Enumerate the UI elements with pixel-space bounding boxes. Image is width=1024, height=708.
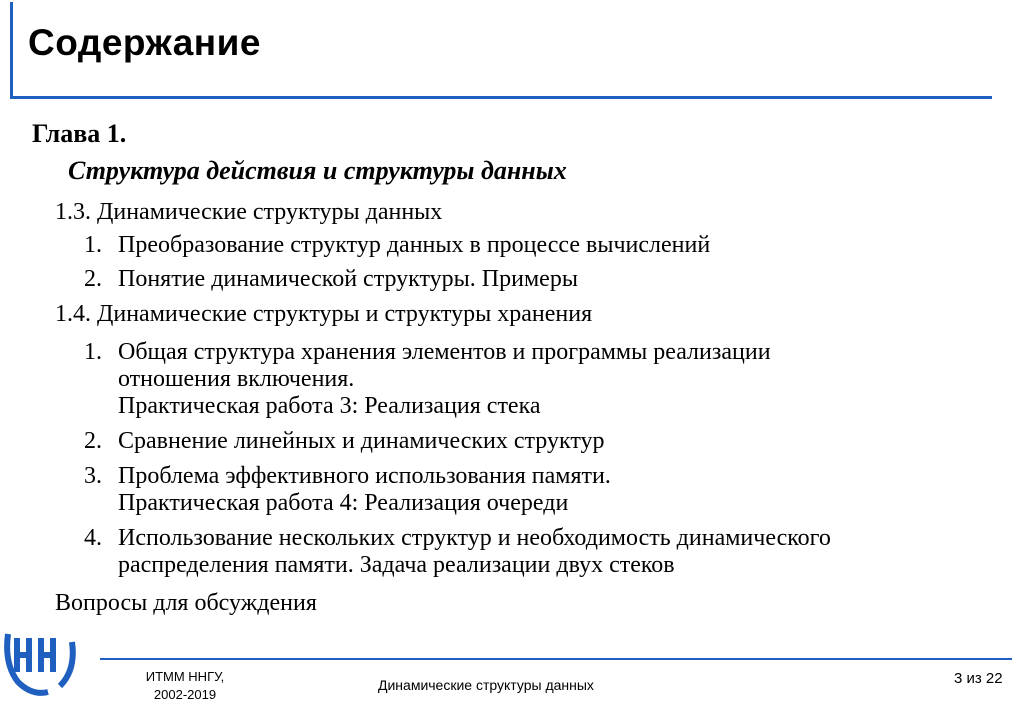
list-item (84, 462, 611, 490)
list-item-practical-work: Практическая работа 3: Реализация стека (118, 393, 541, 419)
list-item-text: Общая структура хранения элементов и программы реализации (118, 339, 771, 365)
page-number: 3 из 22 (954, 670, 1003, 687)
footer-course-title: Динамические структуры данных (378, 677, 594, 693)
list-item-number: 2. (84, 428, 102, 454)
list-item (84, 427, 605, 455)
chapter-heading: Глава 1. (32, 119, 127, 148)
list-item-practical-work: Практическая работа 4: Реализация очереди (118, 490, 569, 516)
section-1-4-heading: 1.4. Динамические структуры и структуры хранения (55, 301, 593, 327)
list-item-text: Понятие динамической структуры. Примеры (118, 266, 578, 292)
section-1-3-heading: 1.3. Динамические структуры данных (55, 199, 443, 225)
list-item-text: Использование нескольких структур и необходимость динамического (118, 525, 831, 551)
slide-title: Содержание (28, 22, 261, 63)
title-underline (10, 96, 992, 99)
list-item-continuation: распределения памяти. Задача реализации двух стеков (118, 552, 675, 578)
list-item-text: Проблема эффективного использования памяти. (118, 463, 611, 489)
list-item-number: 2. (84, 266, 102, 292)
list-item (84, 265, 578, 293)
footer-divider (100, 658, 1012, 660)
unn-logo-icon (2, 624, 76, 698)
list-item (84, 524, 831, 552)
footer-organization-name: ИТММ ННГУ, (145, 669, 225, 684)
list-item (84, 231, 710, 259)
footer-years: 2002-2019 (153, 687, 217, 702)
list-item-number: 1. (84, 232, 102, 258)
chapter-subtitle: Структура действия и структуры данных (68, 156, 567, 185)
list-item-number: 3. (84, 463, 102, 489)
list-item-number: 4. (84, 525, 102, 551)
list-item-text: Сравнение линейных и динамических структур (118, 428, 605, 454)
title-left-accent-bar (10, 2, 13, 99)
list-item-continuation: отношения включения. (118, 366, 355, 392)
list-item (84, 338, 771, 366)
questions-heading: Вопросы для обсуждения (55, 590, 317, 616)
list-item-text: Преобразование структур данных в процессе вычислений (118, 232, 711, 258)
footer-organization (110, 668, 260, 704)
list-item-number: 1. (84, 339, 102, 365)
